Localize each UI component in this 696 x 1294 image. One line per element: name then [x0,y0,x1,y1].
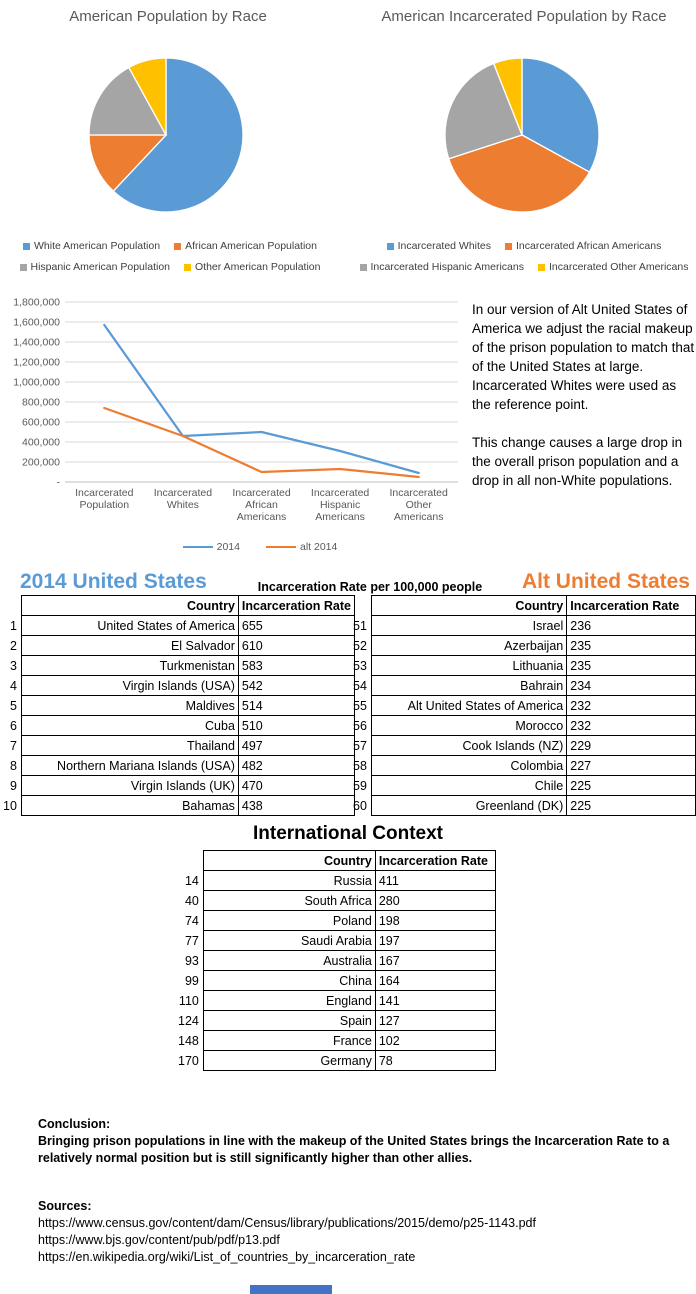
legend-label: Incarcerated Whites [397,240,492,252]
rate-cell: 127 [375,1011,495,1031]
table-row [0,736,354,756]
us2014-table [0,595,355,816]
table-row [350,656,696,676]
y-axis-label: 800,000 [22,396,60,409]
y-axis-label: 1,800,000 [13,296,60,309]
legend-entry [23,240,160,252]
rank-cell: 74 [184,913,199,928]
source-url: https://en.wikipedia.org/wiki/List_of_countries_by_incarceration_rate [38,1250,416,1264]
rank-cell: 2 [9,638,17,653]
population-pie-chart [88,57,244,213]
country-column-header: Country [21,596,238,616]
legend-label: 2014 [216,541,240,553]
table-row [350,796,696,816]
table-row [175,1031,495,1051]
rank-cell: 148 [178,1033,199,1048]
table-row [350,636,696,656]
conclusion-label: Conclusion: [38,1117,111,1131]
legend-label: Incarcerated Other Americans [549,261,689,273]
rate-cell: 198 [375,911,495,931]
table-row [350,716,696,736]
rank-cell: 4 [9,678,17,693]
rank-cell: 124 [178,1013,199,1028]
legend-line-swatch-icon [266,546,296,549]
annotation-paragraph: Incarcerated Whites were used as the reference point. [472,378,677,412]
legend-entry [505,240,661,252]
rate-column-header: Incarceration Rate [375,851,495,871]
country-cell: Saudi Arabia [203,931,375,951]
table-row [0,656,354,676]
rank-header [350,596,371,616]
legend-swatch-icon [184,264,191,271]
source-url-list [38,1215,688,1266]
rate-cell: 497 [238,736,354,756]
table-header-row [350,596,696,616]
legend-label: White American Population [34,240,161,252]
rate-cell: 232 [567,716,696,736]
country-cell: Greenland (DK) [371,796,566,816]
rank-cell: 1 [9,618,17,633]
altus-heading: Alt United States [521,570,690,593]
x-axis-label: Incarcerated Other Americans [389,487,448,523]
conclusion-block [38,1116,682,1167]
country-cell: Turkmenistan [21,656,238,676]
country-cell: Cook Islands (NZ) [371,736,566,756]
rate-cell: 583 [238,656,354,676]
country-cell: Australia [203,951,375,971]
country-cell: England [203,991,375,1011]
table-row [0,696,354,716]
rank-header [175,851,203,871]
y-axis-label: 1,200,000 [13,356,60,369]
y-axis-label: 1,400,000 [13,336,60,349]
rate-cell: 235 [567,656,696,676]
country-cell: Morocco [371,716,566,736]
country-cell: Thailand [21,736,238,756]
x-axis-label: Incarcerated Whites [153,487,213,511]
country-cell: China [203,971,375,991]
rate-cell: 514 [238,696,354,716]
country-cell: Spain [203,1011,375,1031]
legend-swatch-icon [20,264,27,271]
international-heading: International Context [252,823,443,844]
country-column-header: Country [371,596,566,616]
us2014-heading: 2014 United States [20,570,207,593]
rate-cell: 610 [238,636,354,656]
table-row [350,676,696,696]
table-row [350,696,696,716]
table-row [175,871,495,891]
legend-entry [266,541,337,553]
rank-header [0,596,21,616]
rank-cell: 52 [353,638,367,653]
annotation-paragraph: This change causes a large drop in the overall prison population and a drop in all non-White populations. [472,435,683,488]
rate-cell: 470 [238,776,354,796]
population-pie-legend [0,240,340,273]
table-header-row [0,596,354,616]
population-pie-title: American Population by Race [69,8,267,25]
table-row [175,971,495,991]
legend-entry [184,261,321,273]
table-header-row [175,851,495,871]
rank-cell: 110 [178,993,199,1008]
country-cell: Northern Mariana Islands (USA) [21,756,238,776]
incarcerated-pie-legend [352,240,696,273]
legend-entry [20,261,171,273]
rank-cell: 10 [3,798,17,813]
rank-cell: 59 [353,778,367,793]
country-cell: Poland [203,911,375,931]
table-row [175,1011,495,1031]
legend-entry [538,261,688,273]
rate-cell: 164 [375,971,495,991]
table-row [0,796,354,816]
rank-cell: 58 [353,758,367,773]
rank-cell: 40 [184,893,199,908]
incarcerated-pie-chart [444,57,600,213]
rank-cell: 99 [184,973,199,988]
rank-cell: 14 [184,873,199,888]
legend-line-swatch-icon [183,546,213,549]
legend-entry [183,541,240,553]
rate-cell: 229 [567,736,696,756]
legend-entry [360,261,525,273]
rate-cell: 236 [567,616,696,636]
y-axis-label: 600,000 [22,416,60,429]
table-row [0,776,354,796]
country-cell: Bahamas [21,796,238,816]
country-cell: Russia [203,871,375,891]
rate-cell: 232 [567,696,696,716]
rank-cell: 77 [184,933,199,948]
rank-cell: 51 [353,618,367,633]
rate-cell: 280 [375,891,495,911]
line-chart [8,294,460,539]
table-row [0,616,354,636]
country-cell: Alt United States of America [371,696,566,716]
legend-label: African American Population [185,240,317,252]
table-row [350,776,696,796]
rate-column-header: Incarceration Rate [567,596,696,616]
country-cell: Germany [203,1051,375,1071]
rank-cell: 54 [353,678,367,693]
rank-cell: 56 [353,718,367,733]
rate-cell: 197 [375,931,495,951]
rate-cell: 482 [238,756,354,776]
rate-cell: 225 [567,776,696,796]
table-row [0,716,354,736]
y-axis-label: 1,000,000 [13,376,60,389]
table-row [175,951,495,971]
y-axis-label: 1,600,000 [13,316,60,329]
rank-cell: 53 [353,658,367,673]
rank-cell: 6 [9,718,17,733]
rate-cell: 78 [375,1051,495,1071]
line-chart-legend [60,541,460,553]
country-cell: Virgin Islands (UK) [21,776,238,796]
legend-swatch-icon [505,243,512,250]
country-column-header: Country [203,851,375,871]
legend-label: alt 2014 [299,541,338,553]
line-chart-svg [8,294,460,534]
rank-cell: 57 [353,738,367,753]
rank-cell: 93 [184,953,199,968]
legend-label: Other American Population [195,261,321,273]
country-cell: Chile [371,776,566,796]
table-row [350,616,696,636]
conclusion-text: Bringing prison populations in line with the makeup of the United States brings the Incarceration Rate to a relatively normal position but is still significantly higher than other allies. [38,1134,670,1165]
table-row [350,756,696,776]
rate-cell: 542 [238,676,354,696]
rate-cell: 167 [375,951,495,971]
legend-label: Incarcerated African Americans [516,240,662,252]
rank-cell: 8 [9,758,17,773]
y-axis-label: 200,000 [22,456,60,469]
international-table [175,850,496,1071]
cutoff-blue-bar [250,1285,332,1294]
sources-label: Sources: [38,1199,92,1213]
rate-note: Incarceration Rate per 100,000 people [257,580,483,594]
rate-cell: 411 [375,871,495,891]
legend-swatch-icon [360,264,367,271]
rate-cell: 235 [567,636,696,656]
series-line-2014 [104,325,418,473]
rank-cell: 9 [9,778,17,793]
legend-swatch-icon [387,243,394,250]
country-cell: Cuba [21,716,238,736]
rank-cell: 5 [9,698,17,713]
country-cell: Lithuania [371,656,566,676]
source-url: https://www.census.gov/content/dam/Census/library/publications/2015/demo/p25-1143.pdf [38,1216,536,1230]
legend-swatch-icon [23,243,30,250]
legend-swatch-icon [174,243,181,250]
sources-block [38,1198,688,1266]
country-cell: Colombia [371,756,566,776]
rank-cell: 7 [9,738,17,753]
table-row [350,736,696,756]
rate-cell: 225 [567,796,696,816]
country-cell: France [203,1031,375,1051]
country-cell: Maldives [21,696,238,716]
table-row [0,676,354,696]
rank-cell: 3 [9,658,17,673]
table-row [0,636,354,656]
country-cell: Bahrain [371,676,566,696]
rate-cell: 102 [375,1031,495,1051]
legend-swatch-icon [538,264,545,271]
rank-cell: 170 [178,1053,199,1068]
rate-cell: 227 [567,756,696,776]
country-cell: Israel [371,616,566,636]
rate-cell: 510 [238,716,354,736]
rate-cell: 141 [375,991,495,1011]
y-axis-label: 400,000 [22,436,60,449]
legend-label: Incarcerated Hispanic Americans [370,261,524,273]
country-cell: South Africa [203,891,375,911]
table-row [175,911,495,931]
annotation-paragraph: In our version of Alt United States of America we adjust the racial makeup of the prison population to match that of the United States at large. [472,302,695,374]
x-axis-label: Incarcerated Hispanic Americans [310,487,370,523]
annotation-text [472,300,696,490]
source-url: https://www.bjs.gov/content/pub/pdf/p13.pdf [38,1233,280,1247]
x-axis-label: Incarcerated Population [75,487,134,511]
country-cell: Virgin Islands (USA) [21,676,238,696]
rate-cell: 234 [567,676,696,696]
table-row [0,756,354,776]
rank-cell: 60 [353,798,367,813]
rate-cell: 655 [238,616,354,636]
table-row [175,1051,495,1071]
incarcerated-pie-title: American Incarcerated Population by Race [381,8,667,25]
country-cell: El Salvador [21,636,238,656]
rank-cell: 55 [353,698,367,713]
legend-entry [174,240,317,252]
rate-column-header: Incarceration Rate [238,596,354,616]
table-row [175,931,495,951]
table-row [175,891,495,911]
y-axis-label: - [56,476,60,489]
legend-entry [387,240,491,252]
rate-cell: 438 [238,796,354,816]
country-cell: United States of America [21,616,238,636]
country-cell: Azerbaijan [371,636,566,656]
x-axis-label: Incarcerated African Americans [232,487,291,523]
table-row [175,991,495,1011]
altus-table [350,595,696,816]
legend-label: Hispanic American Population [30,261,170,273]
